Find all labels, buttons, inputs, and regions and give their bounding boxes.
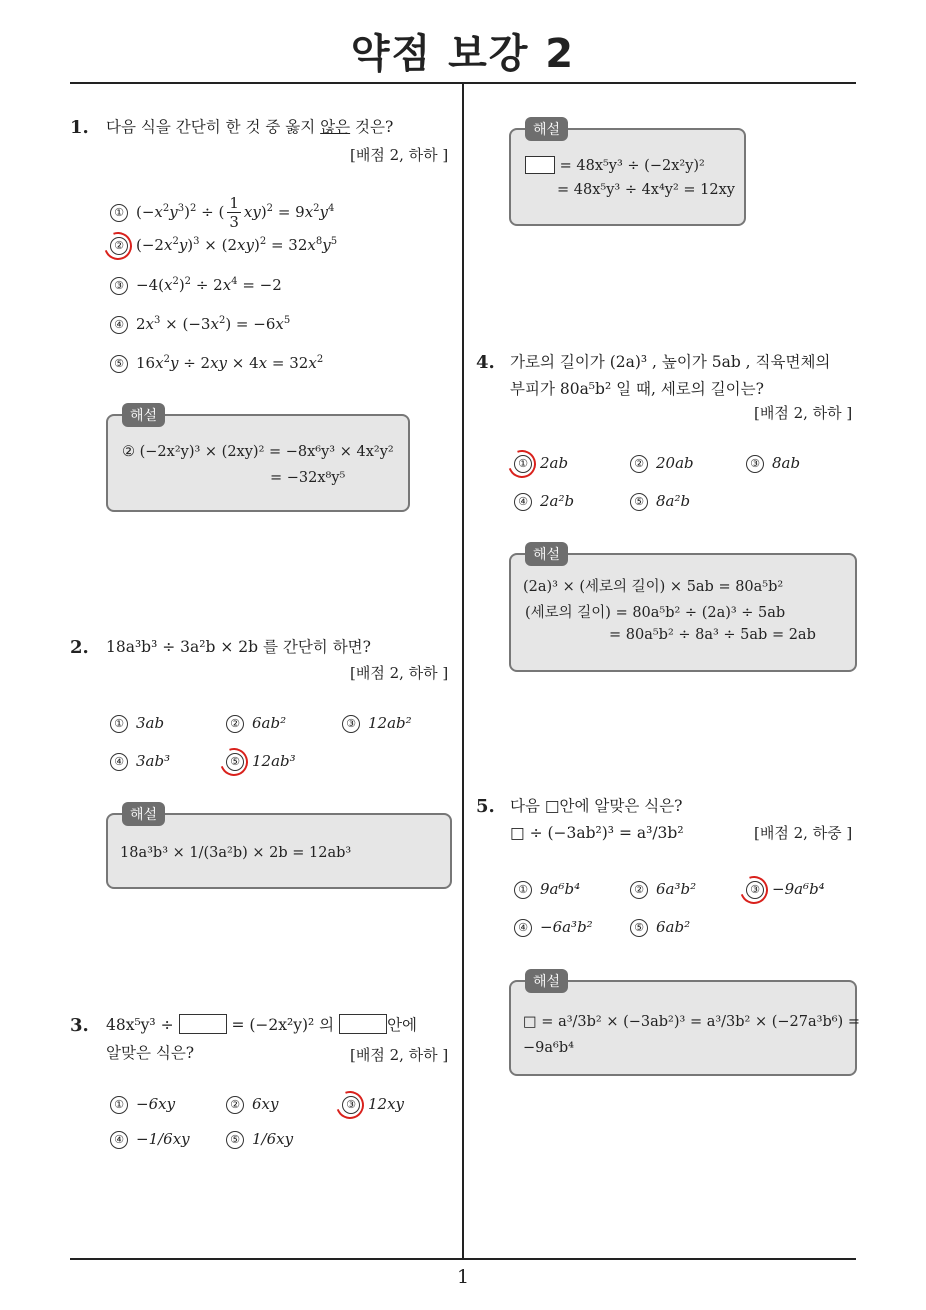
q5-option-5[interactable]: ⑤ 6ab² — [630, 918, 690, 937]
q5-option-4[interactable]: ④ −6a³b² — [514, 918, 593, 937]
q4-explanation-line-1: (2a)³ × (세로의 길이) × 5ab = 80a⁵b² — [523, 579, 784, 595]
q5-explanation-label: 해설 — [525, 969, 568, 993]
q4-explanation-line-2: (세로의 길이) = 80a⁵b² ÷ (2a)³ ÷ 5ab — [525, 605, 786, 621]
q5-text-line1: 다음 □안에 알맞은 식은? — [510, 797, 683, 815]
q1-option-1[interactable]: ① $(-x^2y^3)^2$ ÷ ( $\frac{1}{3}$ $xy)^2 = 9x^2y^4$ — [110, 194, 334, 231]
q4-text-line1: 가로의 길이가 (2a)³ , 높이가 5ab , 직육면체의 — [510, 353, 831, 371]
q2-text: 18a³b³ ÷ 3a²b × 2b 를 간단히 하면? — [106, 638, 371, 656]
bottom-rule — [70, 1258, 856, 1260]
q5-text-line2: □ ÷ (−3ab²)³ = a³/3b² — [510, 824, 684, 842]
q5-number: 5. — [476, 796, 495, 817]
q5-option-3[interactable]: ③ −9a⁶b⁴ — [746, 880, 825, 899]
q4-meta: [배점 2, 하하 ] — [754, 404, 853, 422]
q1-option-1-text: $(-x^2y^3)^2$ ÷ ( $\frac{1}{3}$ $xy)^2 = 9x^2y^4$ — [136, 194, 335, 231]
q2-explanation-box — [106, 807, 452, 889]
q5-meta: [배점 2, 하중 ] — [754, 824, 853, 842]
q4-option-3[interactable]: ③ 8ab — [746, 454, 800, 473]
q1-text: 다음 식을 간단히 한 것 중 옳지 않은 것은? — [106, 118, 394, 136]
q4-number: 4. — [476, 352, 495, 373]
q3-answer-mark — [331, 1086, 368, 1123]
q3-option-1[interactable]: ① −6xy — [110, 1095, 175, 1114]
q2-meta: [배점 2, 하하 ] — [350, 664, 449, 682]
q1-explanation-line-1: ② (−2x²y)³ × (2xy)² = −8x⁶y³ × 4x²y² — [122, 444, 394, 460]
q3-explanation-line-2: = 48x⁵y³ ÷ 4x⁴y² = 12xy — [557, 182, 735, 198]
q1-answer-mark — [99, 227, 136, 264]
q2-explanation-line-1: 18a³b³ × 1/(3a²b) × 2b = 12ab³ — [120, 845, 352, 861]
q2-number: 2. — [70, 637, 89, 658]
q3-number: 3. — [70, 1015, 89, 1036]
q4-explanation-label: 해설 — [525, 542, 568, 566]
q1-option-4[interactable]: ④ $2x^3 \times (-3x^2) = -6x^5$ — [110, 315, 290, 334]
q3-text: 48x⁵y³ ÷ = (−2x²y)² 의 안에 — [106, 1016, 418, 1034]
page-title: 약점 보강 2 — [350, 31, 576, 77]
q2-option-2[interactable]: ② 6ab² — [226, 714, 286, 733]
q4-explanation-line-3: = 80a⁵b² ÷ 8a³ ÷ 5ab = 2ab — [609, 627, 816, 643]
q4-option-2[interactable]: ② 20ab — [630, 454, 694, 473]
q3-blank-2 — [339, 1014, 387, 1034]
q2-option-4[interactable]: ④ 3ab³ — [110, 752, 170, 771]
q4-explanation-box — [509, 547, 857, 672]
q4-answer-mark — [503, 445, 540, 482]
q1-option-2[interactable]: ② $(-2x^2y)^3 \times (2xy)^2 = 32x^8y^5$ — [110, 236, 337, 255]
page-number: 1 — [456, 1266, 470, 1288]
q5-explanation-line-1: □ = a³/3b² × (−3ab²)³ = a³/3b² × (−27a³b⁶) = — [523, 1014, 860, 1030]
q1-option-3[interactable]: ③ $-4(x^2)^2 \div 2x^4 = -2$ — [110, 276, 282, 295]
q3-explanation-box — [509, 122, 746, 226]
q1-explanation-box — [106, 408, 410, 512]
q5-answer-mark — [735, 871, 772, 908]
q3-option-3[interactable]: ③ 12xy — [342, 1095, 404, 1114]
q2-option-5[interactable]: ⑤ 12ab³ — [226, 752, 296, 771]
q1-option-5[interactable]: ⑤ $16x^2y \div 2xy \times 4x = 32x^2$ — [110, 354, 323, 373]
q1-meta: [배점 2, 하하 ] — [350, 146, 449, 164]
q3-explanation-label: 해설 — [525, 117, 568, 141]
q5-explanation-line-2: −9a⁶b⁴ — [523, 1040, 574, 1056]
q2-option-3[interactable]: ③ 12ab² — [342, 714, 412, 733]
column-divider — [462, 83, 464, 1259]
q2-option-1[interactable]: ① 3ab — [110, 714, 164, 733]
q3-option-2[interactable]: ② 6xy — [226, 1095, 278, 1114]
q4-option-1[interactable]: ① 2ab — [514, 454, 568, 473]
q3-explanation-line-1: = 48x⁵y³ ÷ (−2x²y)² — [525, 156, 705, 174]
q2-answer-mark — [215, 743, 252, 780]
q3-option-4[interactable]: ④ −1/6xy — [110, 1130, 190, 1149]
q2-explanation-label: 해설 — [122, 802, 165, 826]
q1-number: 1. — [70, 117, 89, 138]
q5-option-2[interactable]: ② 6a³b² — [630, 880, 696, 899]
q4-option-4[interactable]: ④ 2a²b — [514, 492, 574, 511]
q3-text-line2: 알맞은 식은? — [106, 1044, 195, 1062]
q3-meta: [배점 2, 하하 ] — [350, 1046, 449, 1064]
q5-explanation-box — [509, 974, 860, 1076]
q3-blank-1 — [179, 1014, 227, 1034]
q1-explanation-label: 해설 — [122, 403, 165, 427]
q3-option-5[interactable]: ⑤ 1/6xy — [226, 1130, 293, 1149]
q5-option-1[interactable]: ① 9a⁶b⁴ — [514, 880, 580, 899]
q4-option-5[interactable]: ⑤ 8a²b — [630, 492, 690, 511]
q1-explanation-line-2: = −32x⁸y⁵ — [270, 470, 346, 486]
q4-text-line2: 부피가 80a⁵b² 일 때, 세로의 길이는? — [510, 380, 764, 398]
